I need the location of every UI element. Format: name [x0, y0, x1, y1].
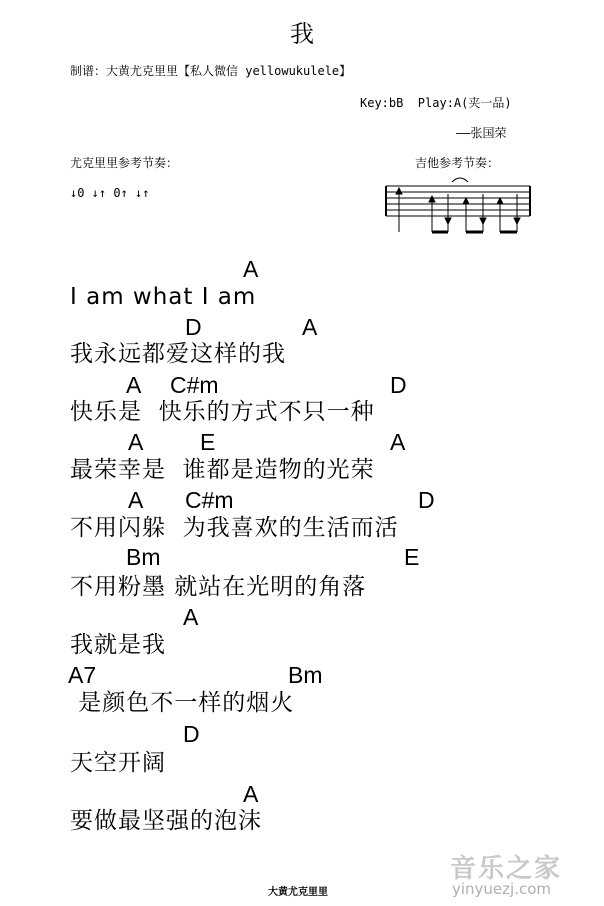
chord: E: [200, 429, 216, 455]
chord: Bm: [126, 544, 161, 570]
lyric-line: 不用粉墨 就站在光明的角落: [70, 574, 367, 600]
chord: A: [126, 372, 142, 398]
arranger-credit: 制谱：大黄尤克里里【私人微信 yellowukulele】: [70, 64, 352, 78]
ukulele-rhythm-label: 尤克里里参考节奏：: [70, 156, 179, 170]
song-title: 我: [290, 20, 314, 48]
artist-name: ——张国荣: [456, 126, 507, 140]
chord: E: [404, 544, 420, 570]
lyric-line: 要做最坚强的泡沫: [70, 808, 262, 834]
chord: Bm: [288, 662, 323, 688]
lyric-line: 不用闪躲 为我喜欢的生活而活: [70, 515, 399, 541]
lyric-line: 快乐是 快乐的方式不只一种: [70, 399, 375, 425]
lyric-line: 是颜色不一样的烟火: [70, 690, 295, 716]
chord: A: [128, 429, 144, 455]
lyric-line: 我永远都爱这样的我: [70, 341, 286, 367]
chord: D: [418, 487, 435, 513]
lyric-line: I am what I am: [70, 284, 257, 310]
staff-lines: [386, 186, 530, 216]
lyric-line: 我就是我: [70, 632, 166, 658]
chord: A: [128, 487, 144, 513]
footer-credit: 大黄尤克里里: [268, 887, 328, 898]
chord: A7: [68, 662, 97, 688]
chord: A: [302, 314, 318, 340]
chord: A: [183, 604, 199, 630]
chord: C#m: [170, 372, 219, 398]
site-watermark: 音乐之家: [450, 854, 563, 884]
key-info: Key:bB Play:A(夹一品): [360, 96, 512, 110]
chord: C#m: [185, 487, 234, 513]
guitar-rhythm-staff: [380, 172, 540, 242]
chord: A: [243, 256, 259, 282]
chord: D: [390, 372, 407, 398]
lyric-line: 最荣幸是 谁都是造物的光荣: [70, 457, 375, 483]
ukulele-rhythm-pattern: ↓0 ↓↑ 0↑ ↓↑: [70, 186, 150, 200]
guitar-rhythm-label: 吉他参考节奏：: [415, 156, 500, 170]
chord: D: [185, 314, 202, 340]
chord: D: [183, 721, 200, 747]
chord: A: [243, 781, 259, 807]
chord: A: [390, 429, 406, 455]
site-watermark-url: yinyuezj.com: [452, 880, 552, 898]
lyric-line: 天空开阔: [70, 750, 166, 776]
